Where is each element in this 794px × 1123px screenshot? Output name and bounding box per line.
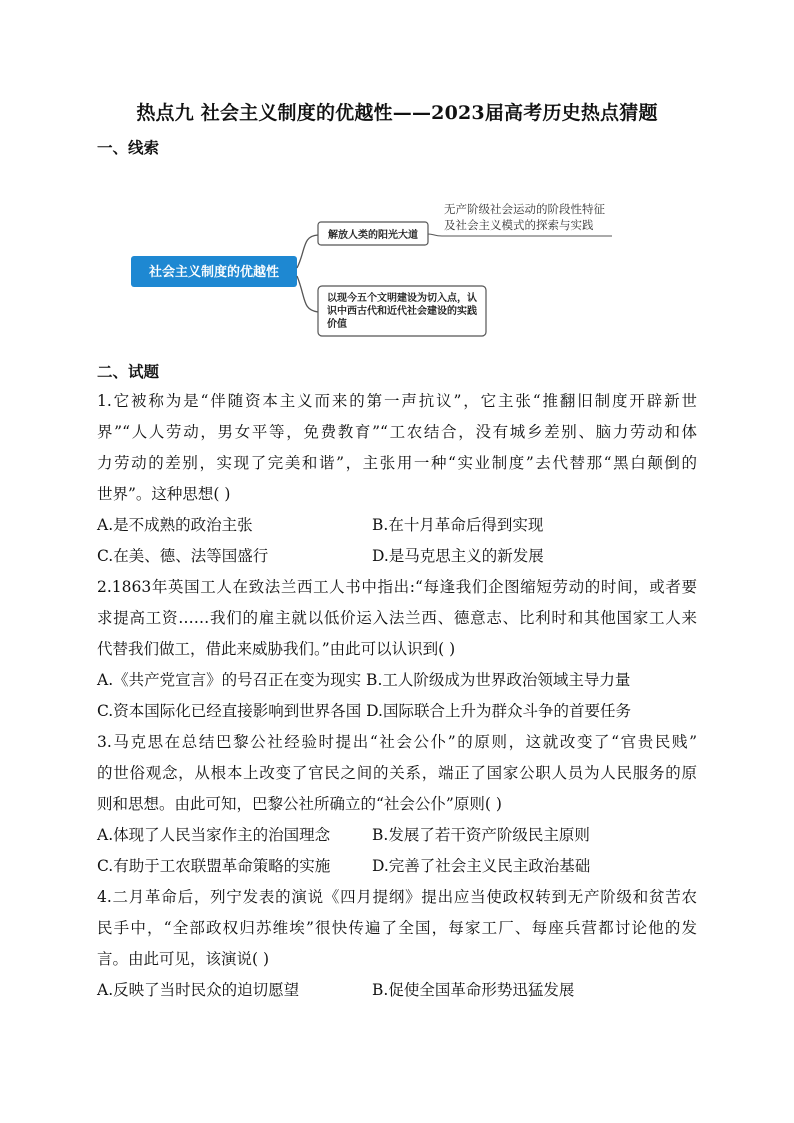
q1-stem-line-4: 世界”。这种思想( ) [97, 485, 231, 503]
mindmap-connector-1 [297, 235, 318, 268]
section-heading-clues: 一、线索 [97, 138, 160, 157]
mindmap-branch-2-line-1: 以现今五个文明建设为切入点，认 [327, 293, 477, 304]
section-heading-questions: 二、试题 [97, 362, 160, 381]
q3-stem-line-1: 3.马克思在总结巴黎公社经验时提出“社会公仆”的原则，这就改变了“官贵民贱” [97, 733, 697, 751]
mindmap-note-line-1: 无产阶级社会运动的阶段性特征 [444, 202, 605, 216]
q1-stem-line-3: 力劳动的差别，实现了完美和谐”，主张用一种“实业制度”去代替那“黑白颠倒的 [97, 454, 697, 472]
q1-stem-line-2: 界”“人人劳动，男女平等，免费教育”“工农结合，没有城乡差别、脑力劳动和体 [97, 423, 697, 441]
q4-option-b[interactable]: B.促使全国革命形势迅猛发展 [372, 981, 575, 999]
mindmap-branch-2-line-2: 识中西古代和近代社会建设的实践 [327, 306, 477, 317]
mindmap-note-line-2: 及社会主义模式的探索与实践 [444, 218, 594, 232]
mindmap-connector-2 [297, 276, 318, 312]
mindmap-root-label: 社会主义制度的优越性 [148, 265, 280, 280]
q4-stem-line-2: 民手中，“全部政权归苏维埃”很快传遍了全国，每家工厂、每座兵营都讨论他的发 [97, 919, 697, 937]
mind-map [0, 0, 794, 360]
q1-option-b[interactable]: B.在十月革命后得到实现 [372, 516, 544, 534]
q4-option-a[interactable]: A.反映了当时民众的迫切愿望 [97, 981, 300, 999]
q3-option-d[interactable]: D.完善了社会主义民主政治基础 [372, 857, 591, 875]
q1-stem-line-1: 1.它被称为是“伴随资本主义而来的第一声抗议”，它主张“推翻旧制度开辟新世 [97, 392, 697, 410]
q3-stem-line-3: 则和思想。由此可知，巴黎公社所确立的“社会公仆”原则( ) [97, 795, 502, 813]
q1-option-c[interactable]: C.在美、德、法等国盛行 [97, 547, 269, 565]
q3-option-b[interactable]: B.发展了若干资产阶级民主原则 [372, 826, 590, 844]
q2-stem-line-1: 2.1863年英国工人在致法兰西工人书中指出:“每逢我们企图缩短劳动的时间，或者要 [97, 578, 697, 596]
mindmap-branch-2-line-3: 价值 [327, 319, 347, 330]
q2-options-line-ab[interactable]: A.《共产党宣言》的号召正在变为现实 B.工人阶级成为世界政治领域主导力量 [97, 671, 631, 689]
q3-option-c[interactable]: C.有助于工农联盟革命策略的实施 [97, 857, 331, 875]
q4-stem-line-3: 言。由此可见，该演说( ) [97, 950, 270, 968]
q4-stem-line-1: 4.二月革命后，列宁发表的演说《四月提纲》提出应当使政权转到无产阶级和贫苦农 [97, 888, 697, 906]
q3-stem-line-2: 的世俗观念，从根本上改变了官民之间的关系，端正了国家公职人员为人民服务的原 [97, 764, 697, 782]
q1-option-a[interactable]: A.是不成熟的政治主张 [97, 516, 253, 534]
q2-options-line-cd[interactable]: C.资本国际化已经直接影响到世界各国 D.国际联合上升为群众斗争的首要任务 [97, 702, 631, 720]
page-title: 热点九 社会主义制度的优越性——2023届高考历史热点猜题 [136, 102, 658, 124]
q2-stem-line-2: 求提高工资……我们的雇主就以低价运入法兰西、德意志、比利时和其他国家工人来 [97, 609, 697, 627]
q3-option-a[interactable]: A.体现了人民当家作主的治国理念 [97, 826, 331, 844]
q2-stem-line-3: 代替我们做工，借此来威胁我们。”由此可以认识到( ) [97, 640, 456, 658]
mindmap-note-connector [428, 234, 612, 236]
mindmap-branch-1-label: 解放人类的阳光大道 [328, 230, 418, 241]
q1-option-d[interactable]: D.是马克思主义的新发展 [372, 547, 544, 565]
